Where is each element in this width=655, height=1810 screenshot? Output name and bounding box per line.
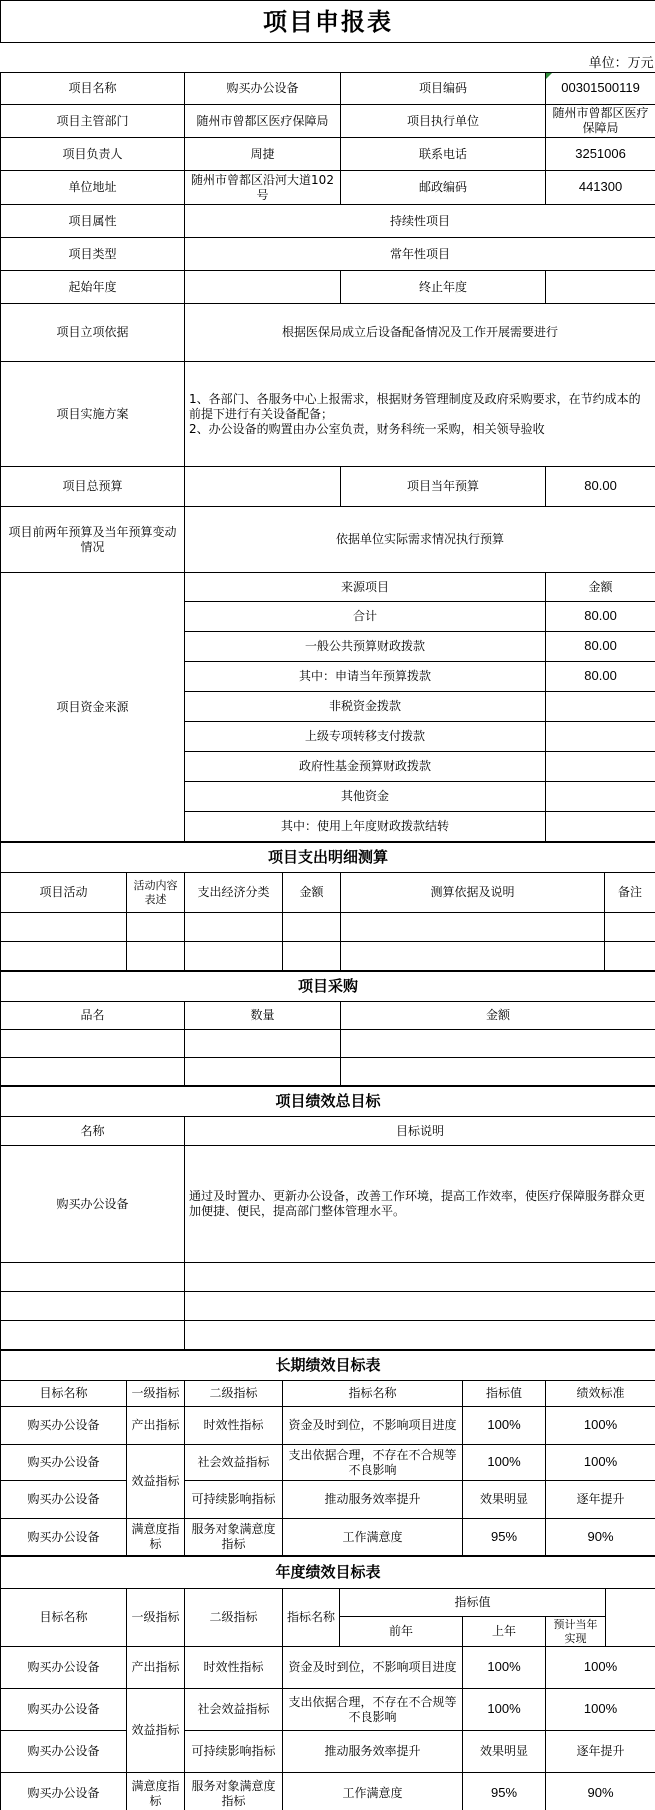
longterm-indicator: 资金及时到位，不影响项目进度	[283, 1407, 463, 1445]
funding-header-item: 来源项目	[185, 573, 546, 602]
longterm-table	[0, 1350, 655, 1556]
annual-l2: 社会效益指标	[185, 1689, 283, 1731]
annual-target: 购买办公设备	[1, 1647, 127, 1689]
annual-indicator: 支出依据合理，不存在不合规等不良影响	[283, 1689, 463, 1731]
purchase-header-qty: 数量	[185, 1002, 341, 1030]
funding-item: 政府性基金预算财政拨款	[185, 752, 546, 782]
annual-target: 购买办公设备	[1, 1689, 127, 1731]
longterm-l2: 社会效益指标	[185, 1445, 283, 1481]
funding-amount	[546, 722, 655, 752]
annual-header-blank	[606, 1589, 655, 1647]
budget-change-label: 项目前两年预算及当年预算变动情况	[1, 507, 185, 573]
expense-row	[1, 913, 655, 942]
basis-value: 根据医保局成立后设备配备情况及工作开展需要进行	[185, 304, 655, 362]
address-value: 随州市曾都区沿河大道102号	[185, 171, 341, 205]
annual-table	[0, 1556, 655, 1810]
longterm-l2: 服务对象满意度指标	[185, 1519, 283, 1556]
annual-prev1: 100%	[463, 1647, 546, 1689]
unit-label: 单位：万元	[1, 43, 655, 73]
annual-l2: 时效性指标	[185, 1647, 283, 1689]
longterm-value: 100%	[463, 1445, 546, 1481]
postcode-label: 邮政编码	[341, 171, 546, 205]
exec-unit-label: 项目执行单位	[341, 105, 546, 138]
funding-item: 一般公共预算财政拨款	[185, 632, 546, 662]
annual-indicator: 资金及时到位，不影响项目进度	[283, 1647, 463, 1689]
end-year-label: 终止年度	[341, 271, 546, 304]
budget-change-value: 依据单位实际需求情况执行预算	[185, 507, 655, 573]
longterm-value: 95%	[463, 1519, 546, 1556]
funding-header-amount: 金额	[546, 573, 655, 602]
total-budget-label: 项目总预算	[1, 467, 185, 507]
longterm-indicator: 推动服务效率提升	[283, 1481, 463, 1519]
type-value: 常年性项目	[185, 238, 655, 271]
purchase-header-amount: 金额	[341, 1002, 655, 1030]
goal-header-desc: 目标说明	[185, 1117, 655, 1146]
expense-section-title: 项目支出明细测算	[1, 843, 655, 873]
postcode-value: 441300	[546, 171, 655, 205]
funding-amount: 80.00	[546, 602, 655, 632]
funding-item: 其中：申请当年预算拨款	[185, 662, 546, 692]
year-budget-value: 80.00	[546, 467, 655, 507]
longterm-row	[1, 1519, 655, 1556]
longterm-value: 效果明显	[463, 1481, 546, 1519]
purchase-header-name: 品名	[1, 1002, 185, 1030]
goal-header-name: 名称	[1, 1117, 185, 1146]
purchase-table	[0, 971, 655, 1086]
annual-header-prev2: 前年	[340, 1617, 463, 1647]
year-budget-label: 项目当年预算	[341, 467, 546, 507]
expense-row	[1, 942, 655, 971]
funding-amount	[546, 692, 655, 722]
expense-header-note: 备注	[605, 873, 655, 913]
funding-amount	[546, 782, 655, 812]
longterm-value: 100%	[463, 1407, 546, 1445]
phone-value: 3251006	[546, 138, 655, 171]
longterm-target: 购买办公设备	[1, 1445, 127, 1481]
funding-item: 其中：使用上年度财政拨款结转	[185, 812, 546, 842]
annual-l1: 效益指标	[127, 1689, 185, 1773]
goal-row	[1, 1321, 655, 1350]
funding-amount: 80.00	[546, 662, 655, 692]
longterm-l1: 满意度指标	[127, 1519, 185, 1556]
goal-row	[1, 1263, 655, 1292]
expense-header-amount: 金额	[283, 873, 341, 913]
longterm-indicator: 工作满意度	[283, 1519, 463, 1556]
annual-l2: 服务对象满意度指标	[185, 1773, 283, 1810]
longterm-row	[1, 1407, 655, 1445]
longterm-header-target: 目标名称	[1, 1381, 127, 1407]
attr-value: 持续性项目	[185, 205, 655, 238]
attr-label: 项目属性	[1, 205, 185, 238]
purchase-row	[1, 1030, 655, 1058]
funding-amount	[546, 752, 655, 782]
annual-row	[1, 1773, 655, 1810]
expense-header-content: 活动内容表述	[127, 873, 185, 913]
longterm-std: 100%	[546, 1445, 655, 1481]
annual-l1: 满意度指标	[127, 1773, 185, 1810]
longterm-l2: 可持续影响指标	[185, 1481, 283, 1519]
longterm-std: 90%	[546, 1519, 655, 1556]
funding-item: 其他资金	[185, 782, 546, 812]
funding-item: 非税资金拨款	[185, 692, 546, 722]
funding-item: 上级专项转移支付拨款	[185, 722, 546, 752]
plan-label: 项目实施方案	[1, 362, 185, 467]
address-label: 单位地址	[1, 171, 185, 205]
plan-line-1: 1、各部门、各服务中心上报需求，根据财务管理制度及政府采购要求，在节约成本的前提下进行有关设备配备；	[189, 391, 641, 421]
annual-header-name: 指标名称	[283, 1589, 340, 1647]
annual-section-title: 年度绩效目标表	[1, 1557, 655, 1589]
project-name-value: 购买办公设备	[185, 73, 341, 105]
longterm-target: 购买办公设备	[1, 1481, 127, 1519]
goal-name: 购买办公设备	[1, 1146, 185, 1263]
project-code-label: 项目编码	[341, 73, 546, 105]
annual-header-prev1: 上年	[463, 1617, 546, 1647]
plan-line-2: 2、办公设备的购置由办公室负责，财务科统一采购，相关领导验收	[189, 421, 545, 436]
longterm-l1: 产出指标	[127, 1407, 185, 1445]
expense-header-activity: 项目活动	[1, 873, 127, 913]
annual-header-l1: 一级指标	[127, 1589, 185, 1647]
leader-value: 周捷	[185, 138, 341, 171]
goal-row	[1, 1292, 655, 1321]
exec-unit-value: 随州市曾都区医疗保障局	[546, 105, 655, 138]
longterm-target: 购买办公设备	[1, 1407, 127, 1445]
longterm-header-l2: 二级指标	[185, 1381, 283, 1407]
annual-row	[1, 1731, 655, 1773]
expense-header-econ: 支出经济分类	[185, 873, 283, 913]
longterm-row	[1, 1445, 655, 1481]
annual-indicator: 工作满意度	[283, 1773, 463, 1810]
project-code-value: 00301500119	[546, 73, 655, 105]
longterm-header-value: 指标值	[463, 1381, 546, 1407]
goal-section-title: 项目绩效总目标	[1, 1087, 655, 1117]
annual-prev1: 效果明显	[463, 1731, 546, 1773]
purchase-section-title: 项目采购	[1, 972, 655, 1002]
longterm-l2: 时效性指标	[185, 1407, 283, 1445]
annual-prev1: 95%	[463, 1773, 546, 1810]
longterm-l1: 效益指标	[127, 1445, 185, 1519]
start-year-value	[185, 271, 341, 304]
annual-expect: 90%	[546, 1773, 655, 1810]
funding-label: 项目资金来源	[1, 573, 185, 842]
annual-target: 购买办公设备	[1, 1773, 127, 1810]
longterm-target: 购买办公设备	[1, 1519, 127, 1556]
annual-header-expect: 预计当年实现	[546, 1617, 606, 1647]
plan-value	[185, 362, 655, 467]
annual-header-target: 目标名称	[1, 1589, 127, 1647]
annual-indicator: 推动服务效率提升	[283, 1731, 463, 1773]
annual-prev1: 100%	[463, 1689, 546, 1731]
total-budget-value	[185, 467, 341, 507]
annual-header-l2: 二级指标	[185, 1589, 283, 1647]
longterm-header-name: 指标名称	[283, 1381, 463, 1407]
end-year-value	[546, 271, 655, 304]
annual-expect: 100%	[546, 1689, 655, 1731]
dept-value: 随州市曾都区医疗保障局	[185, 105, 341, 138]
annual-header-value: 指标值	[340, 1589, 606, 1617]
annual-target: 购买办公设备	[1, 1731, 127, 1773]
expense-table	[0, 842, 655, 971]
goal-desc: 通过及时置办、更新办公设备，改善工作环境，提高工作效率，使医疗保障服务群众更加便捷、便民，提高部门整体管理水平。	[185, 1146, 655, 1263]
start-year-label: 起始年度	[1, 271, 185, 304]
phone-label: 联系电话	[341, 138, 546, 171]
annual-row	[1, 1689, 655, 1731]
goal-table	[0, 1086, 655, 1350]
funding-amount	[546, 812, 655, 842]
dept-label: 项目主管部门	[1, 105, 185, 138]
page-title: 项目申报表	[1, 1, 655, 43]
annual-row	[1, 1647, 655, 1689]
annual-l2: 可持续影响指标	[185, 1731, 283, 1773]
longterm-header-std: 绩效标准	[546, 1381, 655, 1407]
longterm-std: 逐年提升	[546, 1481, 655, 1519]
declaration-table	[0, 0, 655, 842]
annual-l1: 产出指标	[127, 1647, 185, 1689]
longterm-header-l1: 一级指标	[127, 1381, 185, 1407]
funding-amount: 80.00	[546, 632, 655, 662]
longterm-indicator: 支出依据合理，不存在不合规等不良影响	[283, 1445, 463, 1481]
longterm-section-title: 长期绩效目标表	[1, 1351, 655, 1381]
leader-label: 项目负责人	[1, 138, 185, 171]
basis-label: 项目立项依据	[1, 304, 185, 362]
annual-expect: 100%	[546, 1647, 655, 1689]
funding-item: 合计	[185, 602, 546, 632]
purchase-row	[1, 1058, 655, 1086]
type-label: 项目类型	[1, 238, 185, 271]
project-name-label: 项目名称	[1, 73, 185, 105]
longterm-std: 100%	[546, 1407, 655, 1445]
expense-header-basis: 测算依据及说明	[341, 873, 605, 913]
annual-expect: 逐年提升	[546, 1731, 655, 1773]
longterm-row	[1, 1481, 655, 1519]
